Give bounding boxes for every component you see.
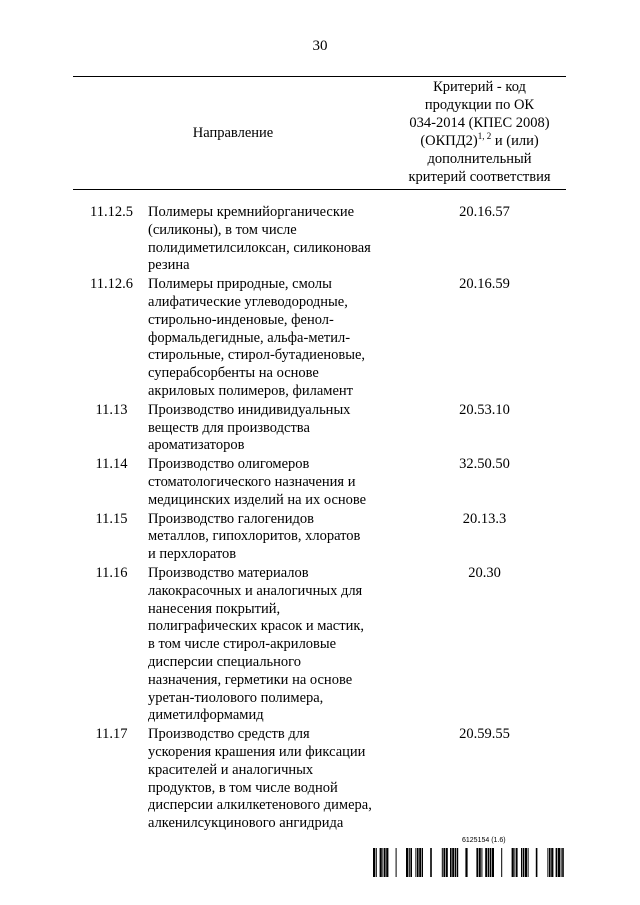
description-line: красителей и аналогичных <box>148 761 314 778</box>
table-body <box>73 190 566 833</box>
row-number: 11.15 <box>95 510 128 527</box>
description-line: стоматологического назначения и <box>148 473 356 490</box>
table-row <box>73 276 566 401</box>
row-code: 32.50.50 <box>459 456 510 473</box>
description-line: Полимеры природные, смолы <box>148 276 332 293</box>
row-code: 20.53.10 <box>459 401 510 418</box>
criterion-column-header <box>393 77 566 189</box>
description-line: стирольные, стирол-бутадиеновые, <box>148 347 366 364</box>
row-code: 20.16.59 <box>459 276 510 293</box>
row-description <box>144 204 393 275</box>
description-line: ароматизаторов <box>148 437 245 454</box>
row-code: 20.13.3 <box>462 510 507 527</box>
criterion-header-line: продукции по ОК <box>424 97 535 113</box>
okpd2-label: (ОКПД2) <box>420 133 478 149</box>
description-line: (силиконы), в том числе <box>148 221 297 238</box>
description-line: Производство материалов <box>148 564 309 581</box>
description-line: продуктов, в том числе водной <box>148 779 338 796</box>
footnote-ref: 1, 2 <box>477 131 492 142</box>
row-number: 11.13 <box>95 401 128 418</box>
row-number: 11.17 <box>95 726 128 743</box>
row-code: 20.30 <box>468 564 501 581</box>
description-line: в том числе стирол-акриловые <box>148 636 337 653</box>
table-header <box>73 77 566 189</box>
description-line: резина <box>148 257 190 274</box>
criterion-header-line: Критерий - код <box>433 79 526 95</box>
row-number: 11.16 <box>95 564 128 581</box>
description-line: металлов, гипохлоритов, хлоратов <box>148 528 361 545</box>
row-number: 11.14 <box>95 456 128 473</box>
row-description <box>144 402 393 455</box>
description-line: медицинских изделий на их основе <box>148 491 367 508</box>
row-number: 11.12.5 <box>90 204 133 220</box>
description-line: полиграфических красок и мастик, <box>148 618 364 635</box>
row-code: 20.16.57 <box>459 204 510 220</box>
description-line: лакокрасочных и аналогичных для <box>148 582 363 599</box>
description-line: суперабсорбенты на основе <box>148 365 319 382</box>
criterion-header-text: и (или) <box>491 133 539 149</box>
description-line: Производство олигомеров <box>148 456 310 473</box>
description-line: формальдегидные, альфа-метил- <box>148 329 351 346</box>
description-line: полидиметилсилоксан, силиконовая <box>148 239 371 256</box>
row-description <box>144 726 393 833</box>
table-row <box>73 565 566 725</box>
description-line: диметилформамид <box>148 707 264 724</box>
table-row <box>73 456 566 509</box>
row-description <box>144 511 393 564</box>
row-description <box>144 456 393 509</box>
description-line: стирольно-инденовые, фенол- <box>148 311 334 328</box>
table-row <box>73 726 566 833</box>
criterion-header-line: 034-2014 (КПЕС 2008) <box>409 115 550 131</box>
criterion-header-line: дополнительный <box>427 151 532 167</box>
description-line: акриловых полимеров, филамент <box>148 382 353 399</box>
description-line: веществ для производства <box>148 419 310 436</box>
description-line: назначения, герметики на основе <box>148 671 353 688</box>
direction-column-header: Направление <box>192 124 274 141</box>
table-row <box>73 511 566 564</box>
criterion-header-line: критерий соответствия <box>408 169 551 185</box>
page-number: 30 <box>312 38 328 54</box>
description-line: и перхлоратов <box>148 546 237 563</box>
barcode <box>373 848 566 877</box>
row-code: 20.59.55 <box>459 726 510 743</box>
description-line: алифатические углеводородные, <box>148 293 348 310</box>
description-line: Полимеры кремнийорганические <box>148 204 355 220</box>
description-line: Производство средств для <box>148 726 310 743</box>
description-line: дисперсии алкилкетенового димера, <box>148 797 372 814</box>
description-line: дисперсии специального <box>148 653 302 670</box>
description-line: Производство инидивидуальных <box>148 401 351 418</box>
table-row <box>73 204 566 275</box>
description-line: алкенилсукцинового ангидрида <box>148 815 344 832</box>
table-row <box>73 402 566 455</box>
document-code: 6125154 (1.6) <box>462 837 506 844</box>
description-line: нанесения покрытий, <box>148 600 281 617</box>
description-line: ускорения крашения или фиксации <box>148 743 366 760</box>
description-line: уретан-тиолового полимера, <box>148 689 324 706</box>
criterion-header-line <box>393 132 566 150</box>
row-description <box>144 276 393 401</box>
row-number: 11.12.6 <box>90 276 133 293</box>
description-line: Производство галогенидов <box>148 510 314 527</box>
directions-table <box>73 76 566 834</box>
row-description <box>144 565 393 725</box>
